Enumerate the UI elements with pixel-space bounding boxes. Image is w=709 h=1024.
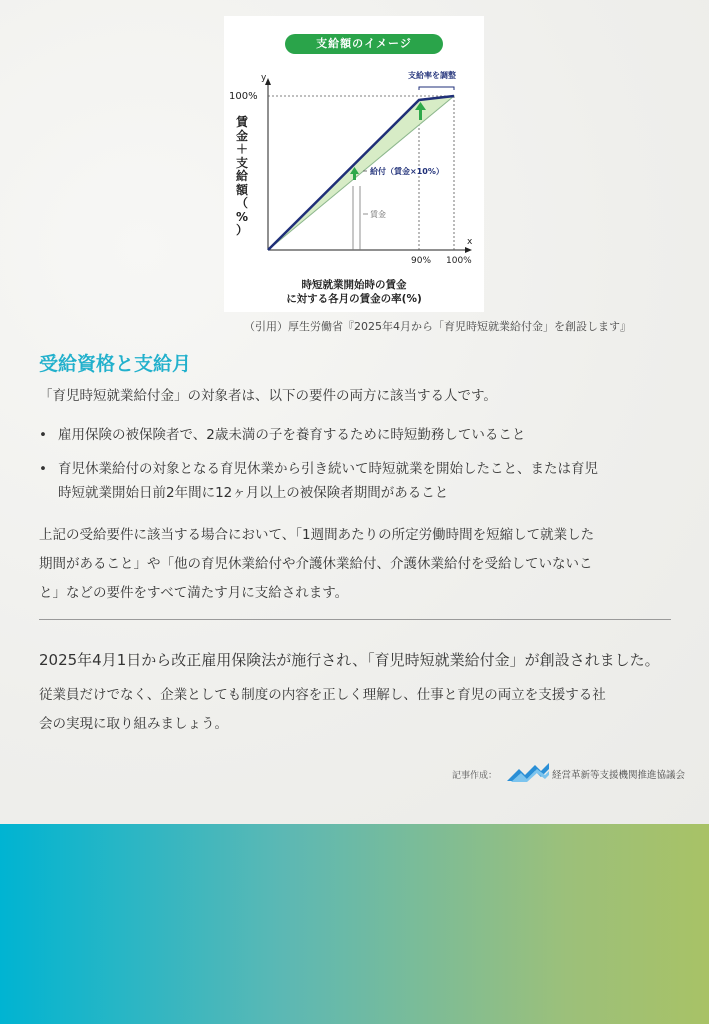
paragraph-line: 従業員だけでなく、企業としても制度の内容を正しく理解し、仕事と育児の両立を支援する社 [39, 687, 606, 703]
credit-label: 記事作成： [452, 771, 498, 781]
y-axis-label-char: 金 [235, 128, 248, 143]
paragraph-line: と」などの要件をすべて満たす月に支給されます。 [39, 585, 349, 601]
y-axis-letter: y [261, 73, 267, 83]
organization-name: 経営革新等支援機関推進協議会 [552, 770, 686, 781]
x-axis-label-line2: に対する各月の賃金の率(%) [286, 293, 422, 305]
divider [39, 619, 671, 620]
adjust-bracket [419, 87, 454, 90]
y-axis-label-char: 給 [235, 169, 248, 183]
source-caption: （引用）厚生労働省『2025年4月から「育児時短就業給付金」を創設します』 [244, 320, 631, 333]
section-title: 受給資格と支給月 [39, 353, 192, 375]
x-tick-100: 100% [446, 256, 472, 266]
y-axis-label-char: 賃 [235, 115, 248, 129]
bullet-text: 雇用保険の被保険者で、2歳未満の子を養育するために時短勤務していること [58, 427, 526, 443]
paragraph-line: 上記の受給要件に該当する場合において、「1週間あたりの所定労働時間を短縮して就業した [39, 527, 595, 543]
intro-text: 「育児時短就業給付金」の対象者は、以下の要件の両方に該当する人です。 [39, 388, 497, 404]
bullet-text [58, 457, 688, 505]
benefit-annotation: 給付（賃金×10%） [370, 167, 444, 176]
x-axis-arrow [465, 247, 472, 253]
bullet-dot: • [39, 427, 47, 443]
bullet-dot: • [39, 461, 47, 477]
wave-logo-icon [505, 761, 551, 783]
x-tick-90: 90% [411, 256, 432, 266]
footer-gradient-band [0, 824, 709, 1024]
y-axis-label-char: 額 [235, 182, 248, 197]
paragraph-line: 会の実現に取り組みましょう。 [39, 716, 228, 732]
wage-annotation: 賃金 [370, 210, 386, 219]
y-tick-100: 100% [229, 91, 258, 102]
x-axis-label [224, 278, 484, 306]
closing-lead: 2025年4月1日から改正雇用保険法が施行され、「育児時短就業給付金」が創設されました。 [39, 651, 660, 669]
bullet-text-line: 育児休業給付の対象となる育児休業から引き続いて時短就業を開始したこと、または育児 [58, 461, 598, 477]
benefit-image-figure [224, 16, 484, 312]
bullet-text-line: 時短就業開始日前2年間に12ヶ月以上の被保険者期間があること [58, 485, 449, 501]
x-axis-label-line1: 時短就業開始時の賃金 [301, 279, 407, 291]
y-axis-label-char: ＋ [235, 142, 248, 156]
adjust-annotation: 支給率を調整 [408, 71, 456, 80]
y-axis-label-char: （ [235, 196, 248, 210]
y-axis-label [234, 116, 250, 238]
benefit-chart [224, 16, 484, 312]
closing-paragraph [39, 681, 606, 739]
y-axis-label-char: % [235, 209, 249, 224]
paragraph-line: 期間があること」や「他の育児休業給付や介護休業給付、介護休業給付を受給していないこ [39, 556, 593, 572]
y-axis-label-char: 支 [235, 155, 248, 170]
y-axis-label-char: ） [235, 223, 248, 237]
x-axis-letter: x [467, 237, 473, 247]
conditions-paragraph [39, 521, 594, 608]
figure-header: 支給額のイメージ [285, 34, 443, 54]
